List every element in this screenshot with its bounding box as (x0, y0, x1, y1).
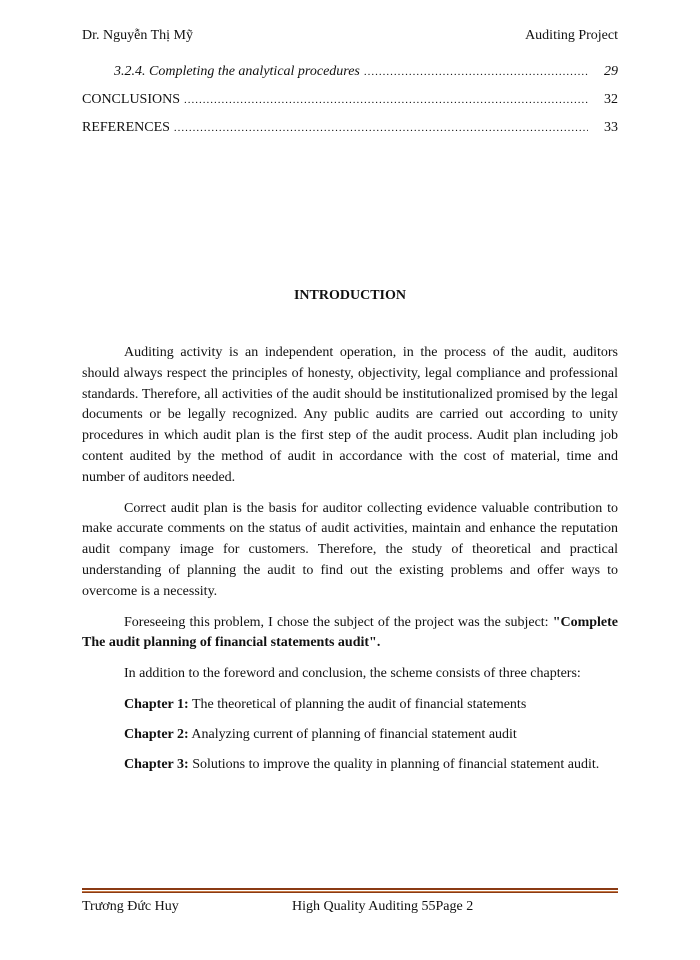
paragraph: Auditing activity is an independent operation, in the process of the audit, auditors should always respect the principles of honesty, objectivity, legal compliance and professional standards. Therefore, all activities of the audit should be institutionalized promised by the legal documents or be legally recognized. Any public audits are carried out according to unity procedures in which audit plan is the first step of the audit process. Audit plan including job content audited by the method of audit in accordance with the cost of material, time and number of auditors needed. (82, 345, 618, 485)
paragraph-subject (82, 613, 618, 655)
toc-leader-dots (364, 66, 588, 78)
chapter-label: Chapter 2: (124, 726, 189, 742)
introduction-body (82, 343, 618, 784)
page-header (82, 28, 618, 44)
toc-entry-page: 29 (604, 64, 618, 79)
footer-author: Trương Đức Huy (82, 899, 179, 914)
toc-entry-title: REFERENCES (82, 120, 170, 135)
toc-entry-analytical-procedures[interactable] (82, 64, 618, 82)
chapter-text: Solutions to improve the quality in planning of financial statement audit. (192, 756, 600, 772)
toc-entry-title: 3.2.4. Completing the analytical procedures (114, 64, 360, 79)
chapter-1-item (82, 695, 618, 716)
foreseeing-text: Foreseeing this problem, I chose the subject of the project was the subject: (124, 614, 549, 630)
toc-entry-title: CONCLUSIONS (82, 92, 181, 107)
toc-leader-dots (184, 94, 588, 106)
chapter-label: Chapter 1: (124, 696, 189, 712)
chapter-text: Analyzing current of planning of financial statement audit (191, 726, 517, 742)
section-title: INTRODUCTION (293, 288, 406, 303)
toc-entry-page: 33 (604, 120, 618, 135)
footer-divider (82, 888, 618, 893)
header-author: Dr. Nguyễn Thị Mỹ (82, 28, 193, 43)
chapter-2-item (82, 725, 618, 746)
toc-leader-dots (174, 122, 588, 134)
chapter-3-item (82, 755, 618, 776)
chapter-label: Chapter 3: (124, 756, 189, 772)
toc-entry-page: 32 (604, 92, 618, 107)
paragraph: In addition to the foreword and conclusion, the scheme consists of three chapters: (124, 666, 581, 682)
header-project: Auditing Project (525, 28, 618, 43)
toc-entry-conclusions[interactable] (82, 92, 618, 110)
footer-page-info: High Quality Auditing 55Page 2 (292, 899, 474, 914)
paragraph: Correct audit plan is the basis for auditor collecting evidence valuable contribution to make accurate comments on the status of audit activities, maintain and enhance the reputation audit company image for customers. Therefore, the study of theoretical and practical understanding of planning the audit to find out the existing problems and offer ways to overcome is a necessity. (82, 500, 618, 599)
toc-entry-references[interactable] (82, 120, 618, 138)
project-subject: "Complete The audit planning of financial statements audit". (82, 614, 618, 651)
chapter-text: The theoretical of planning the audit of financial statements (191, 696, 527, 712)
